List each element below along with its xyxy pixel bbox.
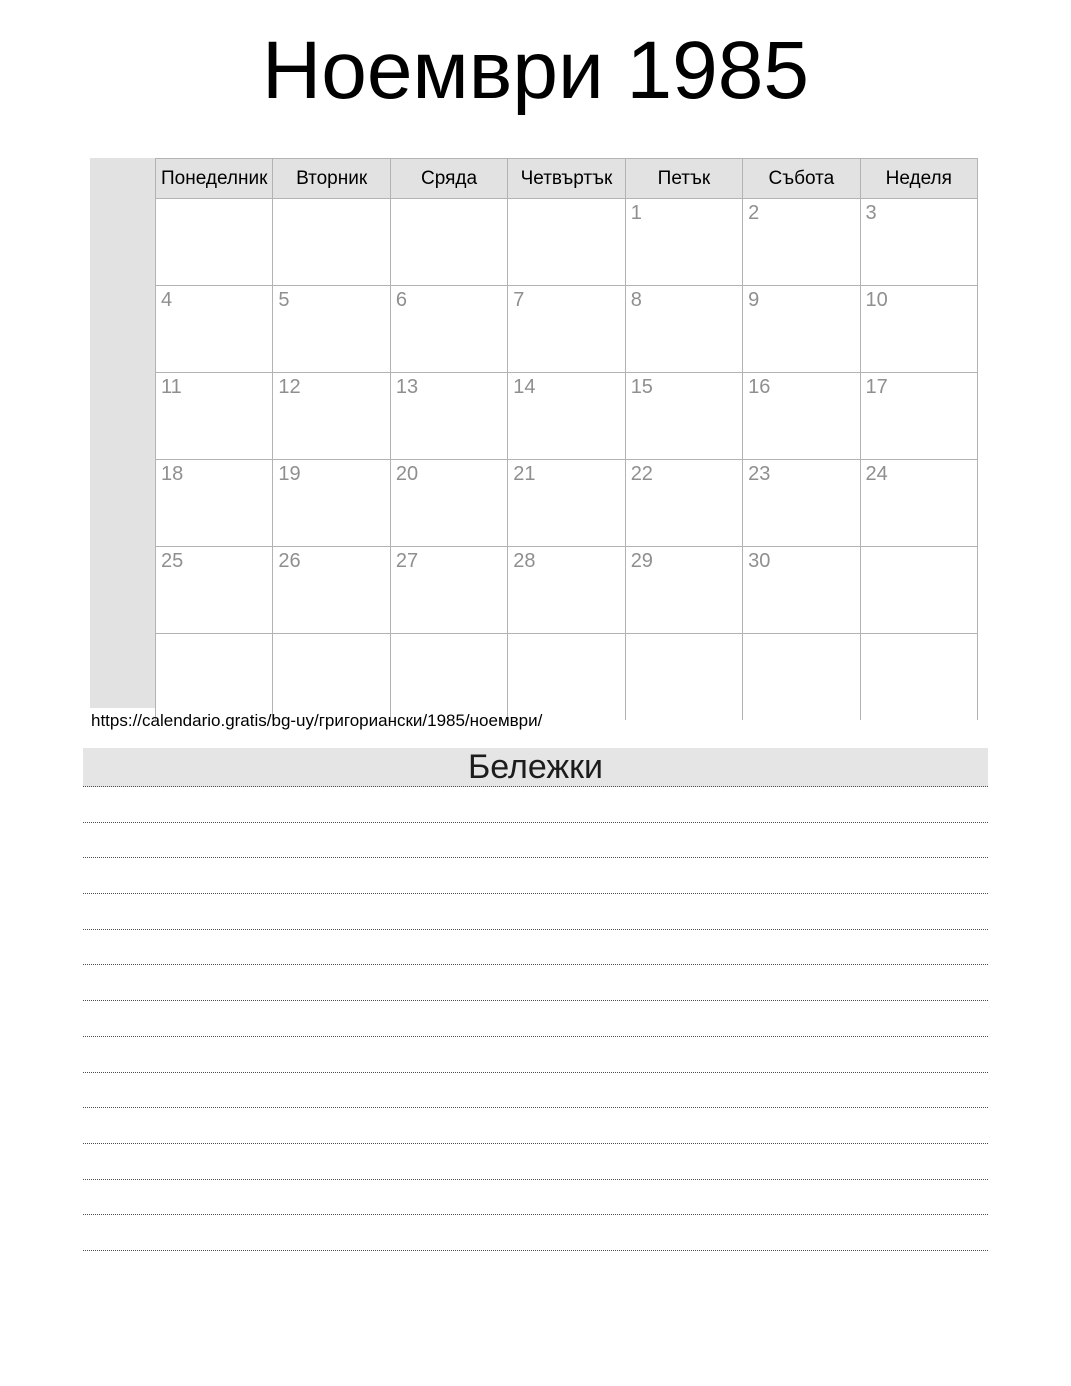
day-cell: 1: [625, 199, 742, 286]
day-cell: 24: [860, 460, 977, 547]
notes-section: [83, 748, 988, 1251]
week-row: [156, 634, 978, 721]
day-cell: [273, 634, 390, 721]
day-cell: 17: [860, 373, 977, 460]
note-line: [83, 858, 988, 894]
day-cell: [860, 547, 977, 634]
day-cell: 21: [508, 460, 625, 547]
calendar-table: [155, 158, 978, 720]
day-cell: [156, 634, 273, 721]
day-cell: 5: [273, 286, 390, 373]
note-line: [83, 1144, 988, 1180]
day-cell: [390, 199, 507, 286]
day-cell: 19: [273, 460, 390, 547]
day-cell: [156, 199, 273, 286]
weekday-header-cell: Четвъртък: [508, 159, 625, 199]
day-cell: 15: [625, 373, 742, 460]
note-line: [83, 894, 988, 930]
day-cell: 16: [743, 373, 860, 460]
day-cell: 14: [508, 373, 625, 460]
day-cell: [860, 634, 977, 721]
weekday-header-cell: Сряда: [390, 159, 507, 199]
day-cell: [508, 634, 625, 721]
day-cell: 22: [625, 460, 742, 547]
day-cell: 28: [508, 547, 625, 634]
day-cell: [273, 199, 390, 286]
weekday-header-row: [156, 159, 978, 199]
note-line: [83, 1180, 988, 1216]
note-line: [83, 1001, 988, 1037]
day-cell: 20: [390, 460, 507, 547]
day-cell: 7: [508, 286, 625, 373]
day-cell: 26: [273, 547, 390, 634]
day-cell: [508, 199, 625, 286]
day-cell: 27: [390, 547, 507, 634]
week-row: [156, 373, 978, 460]
note-line: [83, 787, 988, 823]
week-row: [156, 547, 978, 634]
day-cell: 6: [390, 286, 507, 373]
day-cell: 8: [625, 286, 742, 373]
day-cell: 18: [156, 460, 273, 547]
day-cell: 29: [625, 547, 742, 634]
week-row: [156, 199, 978, 286]
day-cell: 23: [743, 460, 860, 547]
notes-lines-area: [83, 787, 988, 1251]
day-cell: 25: [156, 547, 273, 634]
note-line: [83, 930, 988, 966]
day-cell: [625, 634, 742, 721]
day-cell: 4: [156, 286, 273, 373]
page-title: Ноември 1985: [262, 25, 809, 116]
day-cell: 10: [860, 286, 977, 373]
note-line: [83, 1108, 988, 1144]
weekday-header-cell: Неделя: [860, 159, 977, 199]
day-cell: 13: [390, 373, 507, 460]
note-line: [83, 1037, 988, 1073]
notes-title: Бележки: [467, 748, 604, 786]
day-cell: 9: [743, 286, 860, 373]
day-cell: [390, 634, 507, 721]
day-cell: 30: [743, 547, 860, 634]
note-line: [83, 823, 988, 859]
weekday-header-cell: Събота: [743, 159, 860, 199]
day-cell: 3: [860, 199, 977, 286]
source-url-text: https://calendario.gratis/bg-uy/григориански/1985/ноември/: [91, 711, 543, 730]
day-cell: 12: [273, 373, 390, 460]
day-cell: 2: [743, 199, 860, 286]
note-line: [83, 1215, 988, 1251]
week-row: [156, 286, 978, 373]
weekday-header-cell: Вторник: [273, 159, 390, 199]
weekday-header-cell: Понеделник: [156, 159, 273, 199]
weekday-header-cell: Петък: [625, 159, 742, 199]
calendar: [90, 158, 978, 720]
week-row: [156, 460, 978, 547]
note-line: [83, 965, 988, 1001]
notes-header-bar: [83, 748, 988, 787]
calendar-left-gutter: [90, 158, 155, 708]
calendar-body: [156, 199, 978, 721]
day-cell: [743, 634, 860, 721]
note-line: [83, 1073, 988, 1109]
day-cell: 11: [156, 373, 273, 460]
